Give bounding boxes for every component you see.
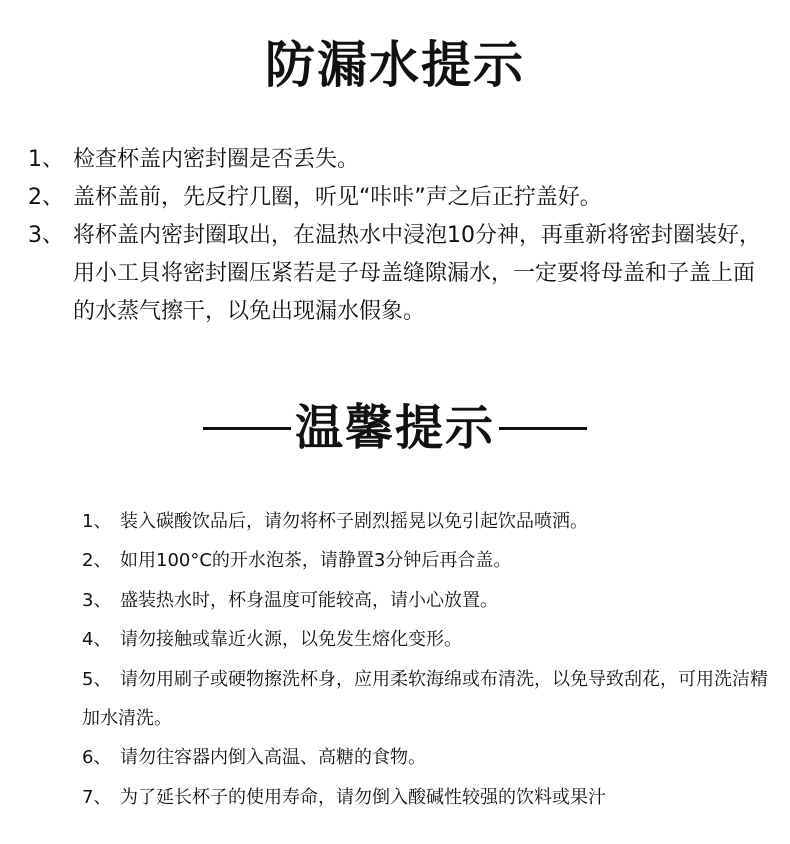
warm-tip-number: 6、 bbox=[82, 747, 112, 769]
warm-tip-text: 装入碳酸饮品后，请勿将杯子剧烈摇晃以免引起饮品喷洒。 bbox=[120, 511, 588, 532]
leak-tips-title: 防漏水提示 bbox=[265, 36, 525, 94]
warm-tip-number: 4、 bbox=[82, 629, 112, 651]
warm-tip-text: 为了延长杯子的使用寿命，请勿倒入酸碱性较强的饮料或果汁 bbox=[120, 786, 606, 808]
warm-tip-number: 7、 bbox=[82, 786, 112, 808]
warm-tips-header bbox=[0, 396, 790, 460]
warm-tip-number: 2、 bbox=[82, 550, 112, 572]
warm-tip-item bbox=[82, 620, 772, 659]
warm-tip-item bbox=[82, 502, 772, 541]
warm-tip-number: 5、 bbox=[82, 668, 112, 690]
warm-tips-title: 温馨提示 bbox=[294, 400, 495, 456]
warm-tip-item bbox=[82, 541, 772, 580]
warm-tip-text: 盛装热水时，杯身温度可能较高，请小心放置。 bbox=[120, 589, 498, 611]
warm-tip-number: 3、 bbox=[82, 589, 112, 611]
leak-tip-number: 2、 bbox=[28, 185, 64, 210]
warm-tip-item bbox=[82, 738, 772, 777]
warm-tip-text: 请勿用刷子或硬物擦洗杯身，应用柔软海绵或布清洗，以免导致刮花，可用洗洁精加水清洗。 bbox=[82, 668, 768, 730]
warm-tip-item bbox=[82, 581, 772, 620]
warm-tip-item bbox=[82, 778, 772, 817]
leak-tip-number: 1、 bbox=[28, 147, 64, 172]
leak-tip-text: 盖杯盖前，先反拧几圈，听见“咔咔”声之后正拧盖好。 bbox=[73, 185, 602, 210]
leak-tip-item bbox=[28, 217, 768, 331]
warm-tip-text: 如用100°C的开水泡茶，请静置3分钟后再合盖。 bbox=[120, 550, 512, 572]
leak-tip-text: 将杯盖内密封圈取出，在温热水中浸泡10分神，再重新将密封圈装好，用小工貝将密封圈压紧若是子母盖缝隙漏水，一定要将母盖和子盖上面的水蒸气擦干，以免出现漏水假象。 bbox=[73, 223, 761, 324]
leak-tip-number: 3、 bbox=[28, 223, 64, 248]
leak-tip-item bbox=[28, 179, 768, 217]
warm-tip-text: 请勿接触或靠近火源，以免发生熔化变形。 bbox=[120, 629, 462, 651]
warm-tip-number: 1、 bbox=[82, 511, 112, 532]
leak-tip-text: 检查杯盖内密封圈是否丢失。 bbox=[73, 147, 360, 172]
leak-tips-list bbox=[28, 141, 768, 331]
warm-tip-item bbox=[82, 660, 772, 739]
left-divider-line bbox=[203, 427, 291, 430]
warm-tip-text: 请勿往容器内倒入高温、高糖的食物。 bbox=[120, 747, 426, 769]
leak-tip-item bbox=[28, 141, 768, 179]
warm-tips-list bbox=[82, 502, 772, 817]
right-divider-line bbox=[499, 427, 587, 430]
